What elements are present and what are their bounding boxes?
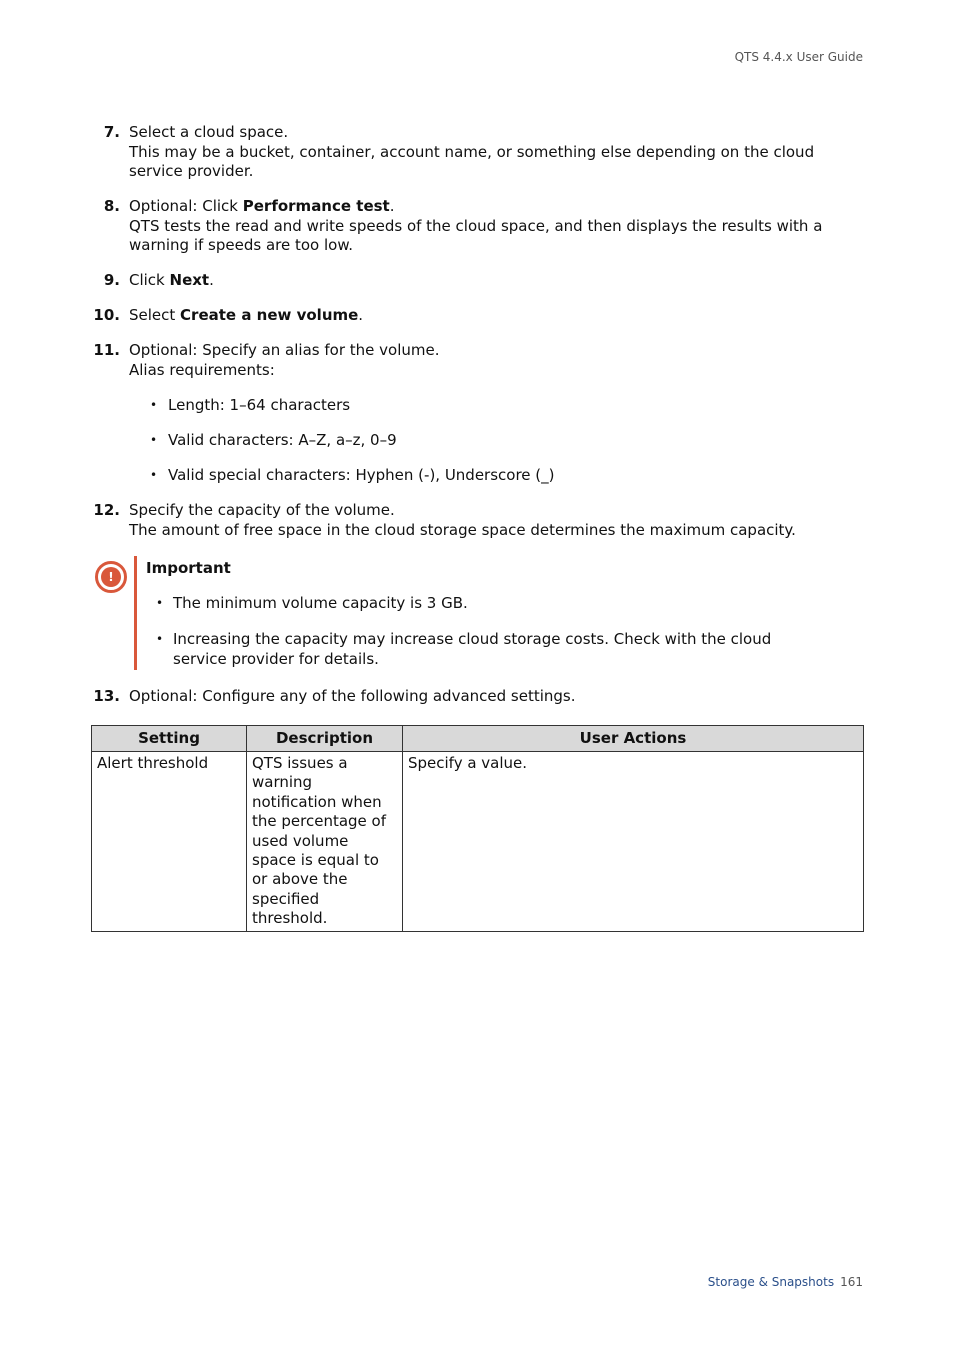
exclamation-icon: ! <box>95 561 127 593</box>
step-text: Optional: Specify an alias for the volume. <box>129 341 440 359</box>
bullet-icon: • <box>150 468 158 482</box>
step-number: 13. <box>93 687 120 705</box>
step-number: 9. <box>103 271 120 289</box>
table-row <box>92 752 864 932</box>
bullet-icon: • <box>156 596 164 610</box>
step-detail: Alias requirements: <box>129 360 275 379</box>
column-header-description: Description <box>247 726 403 752</box>
step-detail: QTS tests the read and write speeds of the cloud space, and then displays the results with a warning if speeds are too low. <box>129 216 823 254</box>
column-header-setting: Setting <box>92 726 247 752</box>
callout-title: Important <box>146 559 231 577</box>
column-header-user-actions: User Actions <box>403 726 864 752</box>
step-detail: This may be a bucket, container, account name, or something else depending on the cloud service provider. <box>129 142 815 180</box>
step-number: 7. <box>103 123 120 141</box>
step-text: Select a cloud space. <box>129 123 289 141</box>
ui-label-create-volume: Create a new volume <box>180 306 359 324</box>
bullet-icon: • <box>150 433 158 447</box>
table-cell-user-actions: Specify a value. <box>403 752 864 932</box>
bullet-icon: • <box>156 632 164 646</box>
step-text: Click Next. <box>129 271 214 289</box>
step-text: Optional: Configure any of the following advanced settings. <box>129 687 576 705</box>
step-text: Select Create a new volume. <box>129 306 364 324</box>
step-detail: The amount of free space in the cloud storage space determines the maximum capacity. <box>129 520 796 539</box>
footer-section-link[interactable]: Storage & Snapshots <box>707 1275 835 1289</box>
ui-label-performance-test: Performance test <box>242 197 390 215</box>
page-footer <box>708 1275 863 1289</box>
callout-bar <box>134 556 137 670</box>
step-number: 10. <box>93 306 120 324</box>
advanced-settings-table <box>91 725 864 932</box>
page-header: QTS 4.4.x User Guide <box>734 50 863 64</box>
table-cell-setting: Alert threshold <box>92 752 247 932</box>
table-cell-description: QTS issues a warning notification when the percentage of used volume space is equal to or above the specified threshold. <box>247 752 403 932</box>
step-text: Optional: Click Performance test. <box>129 197 395 215</box>
page-number: 161 <box>840 1275 863 1289</box>
table-header-row <box>92 726 864 752</box>
step-number: 11. <box>93 341 120 359</box>
step-number: 12. <box>93 501 120 519</box>
step-number: 8. <box>103 197 120 215</box>
ui-label-next: Next <box>169 271 210 289</box>
bullet-icon: • <box>150 398 158 412</box>
step-text: Specify the capacity of the volume. <box>129 501 395 519</box>
